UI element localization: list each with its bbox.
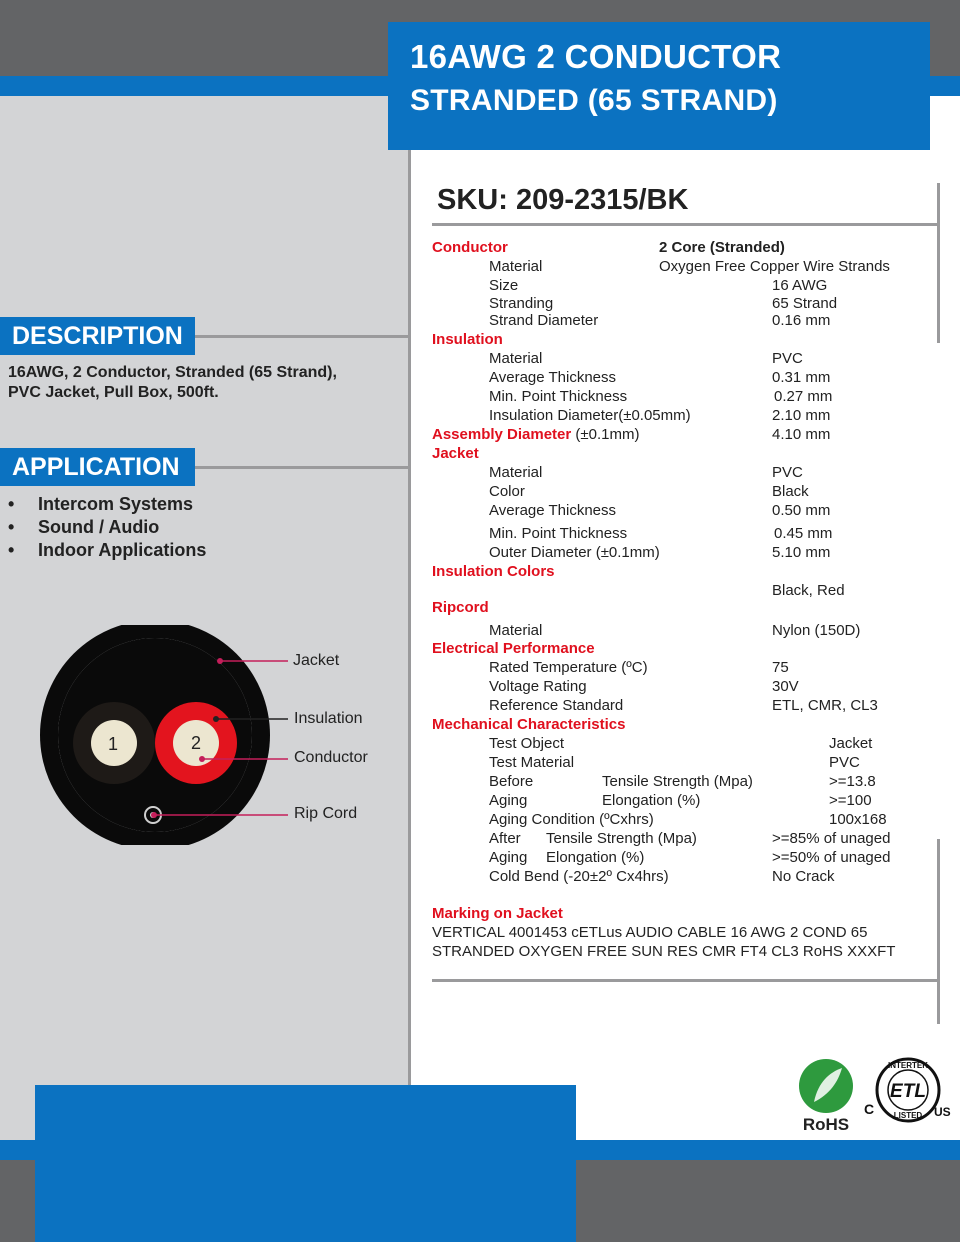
application-heading: APPLICATION [0,448,195,486]
application-rule [195,466,408,469]
right-rule-bottom [937,839,940,1024]
list-item [8,494,193,515]
conductor-value: 2 Core (Stranded) [659,239,785,256]
spec-key: Outer Diameter (±0.1mm) [489,544,660,561]
spec-value: 0.45 mm [774,525,833,542]
spec-key: Material [489,350,543,367]
description-rule [195,335,408,338]
ripcord-leader-dot [151,812,157,818]
assembly-value: 4.10 mm [772,426,831,443]
bullet-icon: • [8,540,15,560]
spec-value: >=100 [829,792,872,809]
spec-value: Black [772,483,809,500]
spec-value: 30V [772,678,799,695]
spec-key: Cold Bend (-20±2º Cx4hrs) [489,868,669,885]
title-line-2: STRANDED (65 STRAND) [410,84,778,117]
application-section [0,448,195,486]
list-item [8,540,206,561]
sku-title: SKU: 209-2315/BK [437,184,689,216]
etl-top-text: INTERTEK [888,1061,928,1070]
spec-table [432,239,932,899]
jacket-heading: Jacket [432,445,479,462]
description-heading: DESCRIPTION [0,317,195,355]
insulation-colors-value: Black, Red [772,582,845,599]
bullet-icon: • [8,494,15,514]
etl-us-text: US [934,1105,951,1119]
spec-key: Material [489,464,543,481]
spec-value: >=85% of unaged [772,830,891,847]
sku-rule [432,223,940,226]
spec-key: Reference Standard [489,697,624,714]
spec-subkey: Tensile Strength (Mpa) [602,773,753,790]
spec-key: Material [489,622,543,639]
etl-c-text: C [864,1101,875,1117]
spec-key: Min. Point Thickness [489,525,628,542]
marking-heading: Marking on Jacket [432,905,563,922]
list-item-label: Intercom Systems [38,494,194,514]
spec-value: 65 Strand [772,295,838,312]
spec-key: After [489,830,521,847]
spec-value: PVC [772,464,803,481]
spec-key: Size [489,277,519,294]
etl-mid-text: ETL [890,1081,926,1102]
marking-rule [432,979,940,982]
rohs-text: RoHS [802,1115,850,1134]
spec-value: 16 AWG [772,277,828,294]
spec-value: 75 [772,659,789,676]
spec-key: Test Material [489,754,575,771]
spec-key: Insulation Diameter(±0.05mm) [489,407,691,424]
bottom-blue-box [35,1085,576,1242]
spec-value: >=13.8 [829,773,876,790]
spec-value: Jacket [829,735,873,752]
spec-value: 5.10 mm [772,544,831,561]
core-1-number: 1 [107,734,119,754]
spec-subkey: Elongation (%) [602,792,701,809]
left-panel [0,96,408,1142]
insulation-heading: Insulation [432,331,503,348]
electrical-heading: Electrical Performance [432,640,595,657]
spec-key: Material [489,258,543,275]
spec-value: >=50% of unaged [772,849,891,866]
jacket-leader-dot [217,658,223,664]
spec-value: PVC [772,350,803,367]
insulation-leader-dot [213,716,219,722]
spec-key: Aging [489,849,528,866]
core-2-number: 2 [190,733,202,753]
conductor-heading: Conductor [432,239,508,256]
rohs-logo [796,1058,856,1136]
spec-value: 100x168 [829,811,887,828]
spec-value: 2.10 mm [772,407,831,424]
etl-listed-logo [862,1056,954,1126]
spec-key: Rated Temperature (ºC) [489,659,648,676]
spec-key: Average Thickness [489,369,617,386]
conductor-label: Conductor [294,749,368,766]
etl-bottom-text: LISTED [893,1111,923,1120]
list-item-label: Sound / Audio [38,517,160,537]
spec-subkey: Tensile Strength (Mpa) [546,830,697,847]
right-rule-top [937,183,940,343]
conductor-leader-dot [199,756,205,762]
spec-key: Color [489,483,525,500]
spec-value: No Crack [772,868,835,885]
insulation-colors-heading: Insulation Colors [432,563,555,580]
spec-key: Before [489,773,534,790]
list-item-label: Indoor Applications [38,540,207,560]
title-line-1: 16AWG 2 CONDUCTOR [410,38,782,75]
spec-key: Aging Condition (ºCxhrs) [489,811,654,828]
insulation-label: Insulation [294,710,363,727]
spec-value: Nylon (150D) [772,622,861,639]
spec-subkey: Elongation (%) [546,849,645,866]
spec-value: 0.50 mm [772,502,831,519]
spec-key: Aging [489,792,528,809]
description-line-1: 16AWG, 2 Conductor, Stranded (65 Strand), [8,364,337,381]
divider-line [408,150,411,1085]
spec-value: PVC [829,754,860,771]
spec-value: 0.31 mm [772,369,831,386]
bullet-icon: • [8,517,15,537]
spec-value: Oxygen Free Copper Wire Strands [659,258,890,275]
spec-key: Average Thickness [489,502,617,519]
spec-value: 0.27 mm [774,388,833,405]
ripcord-heading: Ripcord [432,599,489,616]
jacket-label: Jacket [293,652,340,669]
spec-value: ETL, CMR, CL3 [772,697,878,714]
list-item [8,517,159,538]
description-line-2: PVC Jacket, Pull Box, 500ft. [8,384,219,401]
assembly-suffix: (±0.1mm) [575,426,640,443]
spec-key: Test Object [489,735,565,752]
spec-key: Stranding [489,295,554,312]
application-list [8,494,388,574]
marking-line-2: STRANDED OXYGEN FREE SUN RES CMR FT4 CL3 RoHS XXXFT [432,943,896,960]
assembly-diameter-row [432,426,639,443]
marking-line-1: VERTICAL 4001453 cETLus AUDIO CABLE 16 AWG 2 COND 65 [432,924,868,941]
spec-key: Min. Point Thickness [489,388,628,405]
spec-value: 0.16 mm [772,312,831,329]
mechanical-heading: Mechanical Characteristics [432,716,626,733]
assembly-heading: Assembly Diameter [432,426,572,443]
spec-key: Voltage Rating [489,678,587,695]
spec-key: Strand Diameter [489,312,599,329]
ripcord-label: Rip Cord [294,805,358,822]
